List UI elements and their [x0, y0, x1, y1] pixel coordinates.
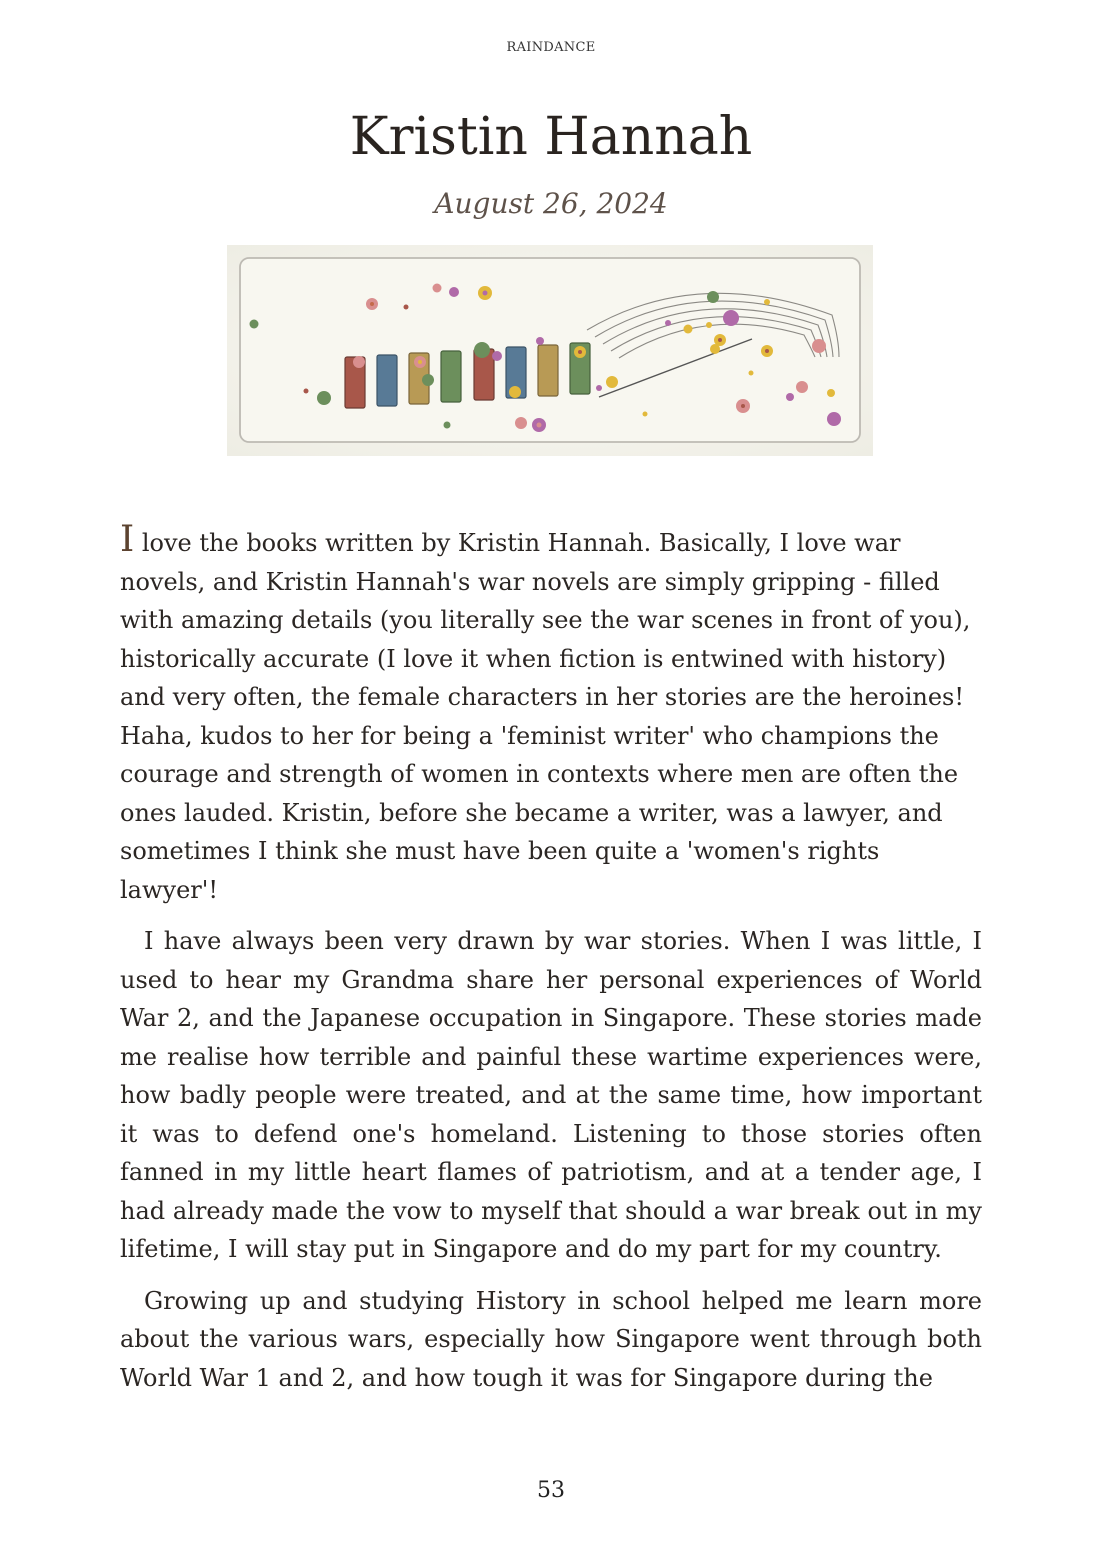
paragraph-2: I have always been very drawn by war stories. When I was little, I used to hear my Grandma share her personal experiences of World War 2, and the Japanese occupation in Singapore. These stories made me realise how terrible and painful these wartime experiences were, how badly people were treated, and at the same time, how important it was to defend one's homeland. Listening to those stories often fanned in my little heart flames of patriotism, and at a tender age, I had already made the vow to myself that should a war break out in my lifetime, I will stay put in Singapore and do my part for my country. — [120, 927, 982, 1263]
bookshelf-flowers-image — [227, 245, 873, 456]
chapter-title: Kristin Hannah — [349, 107, 753, 167]
paragraph-1 — [120, 519, 982, 909]
decorative-illustration — [227, 245, 873, 456]
drop-cap: I — [120, 519, 135, 560]
body-text — [120, 519, 982, 1410]
chapter-date: August 26, 2024 — [434, 187, 668, 220]
paragraph-1-text: love the books written by Kristin Hannah. Basically, I love war novels, and Kristin Hannah's war novels are simply gripping - filled with amazing details (you literally see the war scenes in front of you), historically accurate (I love it when fiction is entwined with history) and very often, the female characters in her stories are the heroines! Haha, kudos to her for being a 'feminist writer' who champions the courage and strength of women in contexts where men are often the ones lauded. Kristin, before she became a writer, was a lawyer, and sometimes I think she must have been quite a 'women's rights lawyer'! — [120, 529, 971, 904]
running-head: RAINDANCE — [506, 40, 596, 55]
paragraph-3: Growing up and studying History in school helped me learn more about the various wars, especially how Singapore went through both World War 1 and 2, and how tough it was for Singapore during the — [120, 1286, 982, 1392]
page-number: 53 — [537, 1478, 565, 1503]
